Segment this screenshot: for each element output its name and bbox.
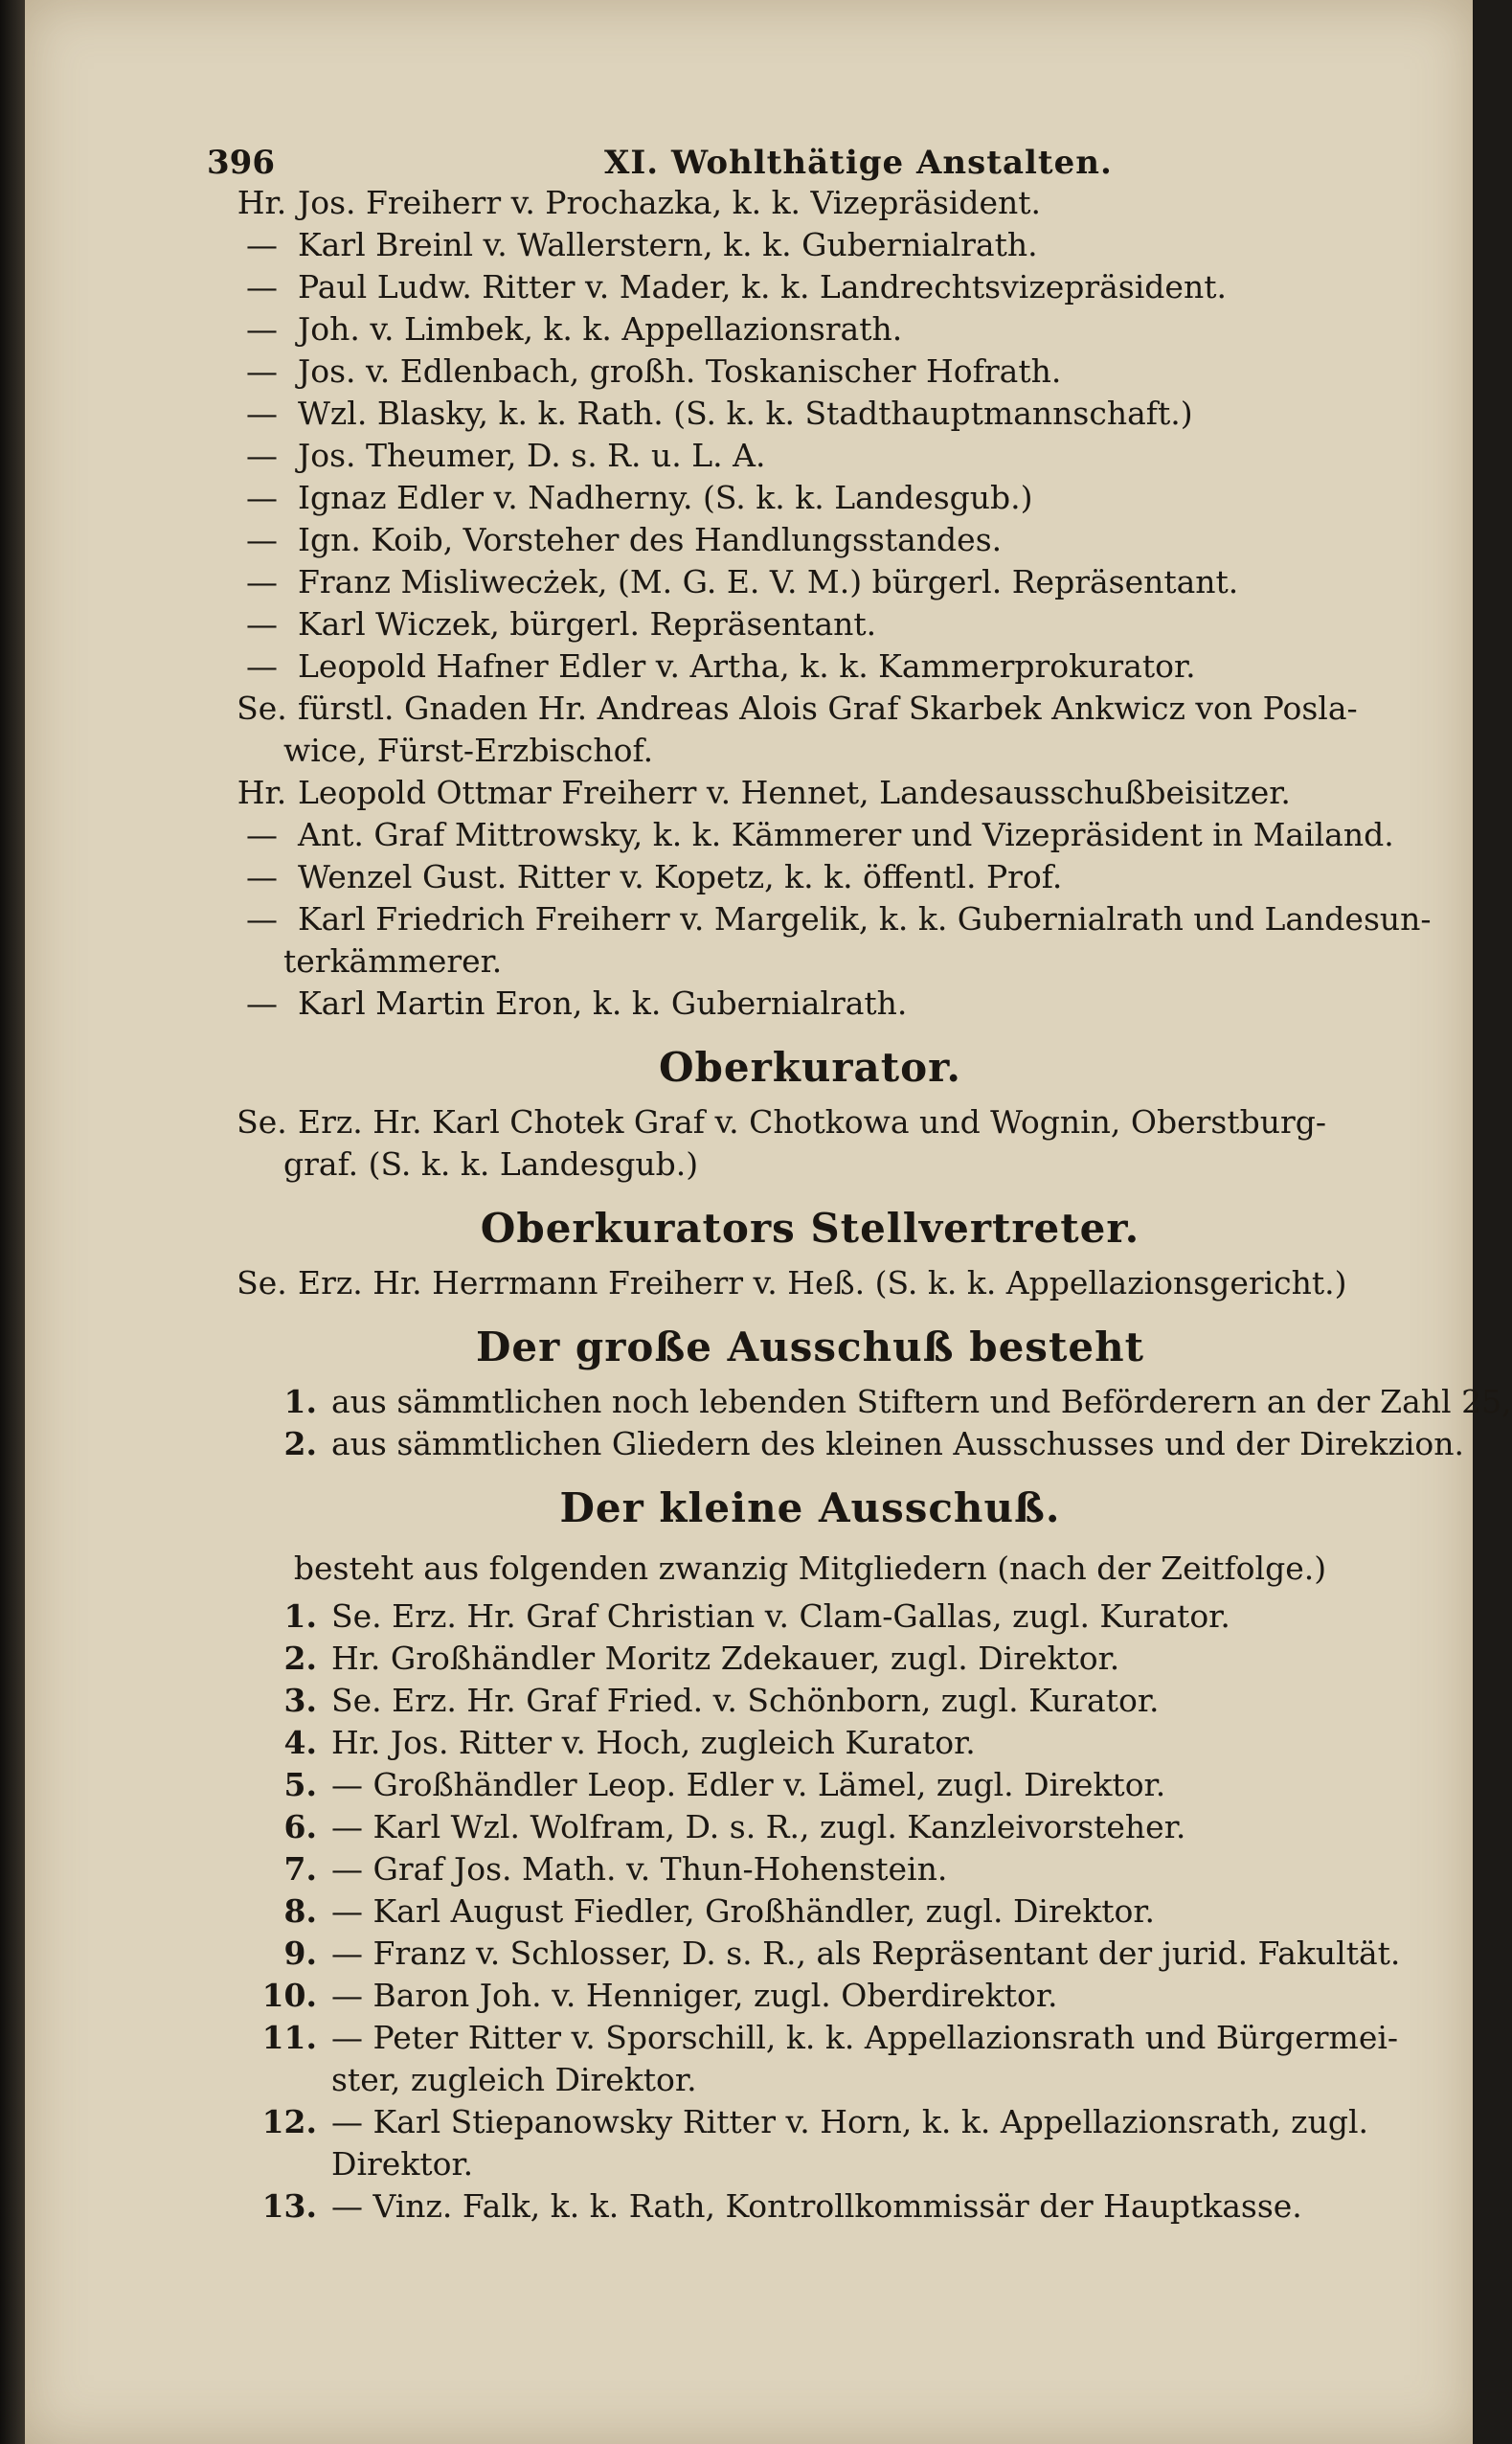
- item-number: 2.: [283, 1640, 317, 1677]
- member-text: Jos. Theumer, D. s. R. u. L. A.: [298, 437, 766, 474]
- member-prefix: —: [246, 647, 278, 685]
- member-entry: [226, 603, 1394, 645]
- member-entry: [226, 519, 1394, 561]
- item-text: — Graf Jos. Math. v. Thun-Hohenstein.: [331, 1850, 948, 1888]
- item-number: 6.: [283, 1808, 317, 1845]
- member-entry: [226, 351, 1394, 393]
- heading-grosse-ausschuss: Der große Ausschuß besteht: [475, 1324, 1145, 1370]
- kleine-ausschuss-item: [226, 1595, 1394, 1638]
- grosse-ausschuss-item: [226, 1423, 1465, 1465]
- member-prefix: Se.: [237, 690, 287, 727]
- member-entry: [226, 688, 1394, 730]
- kleine-ausschuss-item: [226, 1680, 1394, 1722]
- grosse-ausschuss-list: [226, 1381, 1512, 1465]
- item-text: — Vinz. Falk, k. k. Rath, Kontrollkommissär der Hauptkasse.: [331, 2187, 1302, 2225]
- item-number: 2.: [283, 1425, 317, 1462]
- kleine-ausschuss-item: [226, 1890, 1394, 1933]
- heading-stellvertreter: Oberkurators Stellvertreter.: [480, 1205, 1140, 1252]
- member-entry: [226, 772, 1394, 814]
- member-prefix: —: [246, 395, 278, 432]
- kleine-ausschuss-item: [226, 1638, 1394, 1680]
- item-number: 3.: [283, 1682, 317, 1719]
- item-number: 8.: [283, 1892, 317, 1930]
- member-prefix: —: [246, 816, 278, 853]
- item-number: 9.: [283, 1935, 317, 1972]
- member-text: Leopold Hafner Edler v. Artha, k. k. Kammerprokurator.: [298, 647, 1196, 685]
- item-text: Se. Erz. Hr. Graf Fried. v. Schönborn, zugl. Kurator.: [331, 1682, 1160, 1719]
- member-text: Jos. Freiherr v. Prochazka, k. k. Vizepräsident.: [298, 184, 1041, 221]
- item-text: — Peter Ritter v. Sporschill, k. k. Appellazionsrath und Bürgermei-: [331, 2019, 1399, 2056]
- member-prefix: Hr.: [237, 184, 287, 221]
- item-number: 13.: [261, 2187, 317, 2225]
- member-prefix: —: [246, 226, 278, 263]
- grosse-ausschuss-item: [226, 1381, 1512, 1423]
- page-number: 396: [207, 144, 275, 182]
- kleine-ausschuss-item: [226, 2101, 1394, 2143]
- oberkurator-entry-cont: graf. (S. k. k. Landesgub.): [283, 1145, 699, 1183]
- item-number: 4.: [283, 1724, 317, 1761]
- member-prefix: Hr.: [237, 774, 287, 811]
- item-number: 12.: [261, 2103, 317, 2140]
- item-text: Hr. Jos. Ritter v. Hoch, zugleich Kurator.: [331, 1724, 976, 1761]
- book-gutter: [0, 0, 25, 2444]
- member-prefix: —: [246, 310, 278, 348]
- item-text: aus sämmtlichen Gliedern des kleinen Ausschusses und der Direkzion.: [331, 1425, 1465, 1462]
- member-text: Leopold Ottmar Freiherr v. Hennet, Landesausschußbeisitzer.: [298, 774, 1291, 811]
- item-number: 5.: [283, 1766, 317, 1803]
- member-prefix: —: [246, 268, 278, 306]
- item-number: 1.: [283, 1383, 317, 1420]
- member-text: fürstl. Gnaden Hr. Andreas Alois Graf Skarbek Ankwicz von Posla-: [298, 690, 1358, 727]
- item-text: Hr. Großhändler Moritz Zdekauer, zugl. Direktor.: [331, 1640, 1120, 1677]
- member-prefix: —: [246, 437, 278, 474]
- member-text: Wenzel Gust. Ritter v. Kopetz, k. k. öffentl. Prof.: [298, 858, 1063, 895]
- member-entry: [226, 182, 1394, 224]
- item-number: 11.: [261, 2019, 317, 2056]
- member-text: Ant. Graf Mittrowsky, k. k. Kämmerer und Vizepräsident in Mailand.: [298, 816, 1394, 853]
- member-text: Karl Breinl v. Wallerstern, k. k. Gubernialrath.: [298, 226, 1038, 263]
- stellvertreter-entry: Se. Erz. Hr. Herrmann Freiherr v. Heß. (S. k. k. Appellazionsgericht.): [237, 1264, 1347, 1301]
- item-number: 1.: [283, 1597, 317, 1635]
- item-number: 10.: [261, 1977, 317, 2014]
- kleine-ausschuss-item: [226, 1722, 1394, 1764]
- kleine-ausschuss-item: [226, 2185, 1394, 2228]
- member-text: Paul Ludw. Ritter v. Mader, k. k. Landrechtsvizepräsident.: [298, 268, 1227, 306]
- kleine-ausschuss-item: [226, 1975, 1394, 2017]
- member-prefix: —: [246, 984, 278, 1022]
- member-entry: [226, 645, 1394, 688]
- member-prefix: —: [246, 479, 278, 516]
- member-entry: [226, 983, 1394, 1025]
- member-text: Wzl. Blasky, k. k. Rath. (S. k. k. Stadthauptmannschaft.): [298, 395, 1193, 432]
- member-text: Franz Misliwecżek, (M. G. E. V. M.) bürgerl. Repräsentant.: [298, 563, 1239, 600]
- item-text: — Franz v. Schlosser, D. s. R., als Repräsentant der jurid. Fakultät.: [331, 1935, 1401, 1972]
- member-entry-cont: wice, Fürst-Erzbischof.: [283, 732, 654, 769]
- item-text: — Karl Wzl. Wolfram, D. s. R., zugl. Kanzleivorsteher.: [331, 1808, 1186, 1845]
- kleine-ausschuss-item: [226, 1764, 1394, 1806]
- member-text: Ignaz Edler v. Nadherny. (S. k. k. Landesgub.): [298, 479, 1033, 516]
- item-text-cont: ster, zugleich Direktor.: [331, 2061, 697, 2098]
- member-prefix: —: [246, 563, 278, 600]
- running-title: XI. Wohlthätige Anstalten.: [604, 144, 1113, 182]
- item-text: — Karl August Fiedler, Großhändler, zugl. Direktor.: [331, 1892, 1156, 1930]
- kleine-ausschuss-item: [226, 1933, 1401, 1975]
- member-text: Karl Martin Eron, k. k. Gubernialrath.: [298, 984, 908, 1022]
- book-page: [25, 0, 1512, 2444]
- member-entry: [226, 898, 1432, 940]
- member-text: Joh. v. Limbek, k. k. Appellazionsrath.: [298, 310, 903, 348]
- item-text-cont: Direktor.: [331, 2145, 474, 2183]
- member-text: Karl Wiczek, bürgerl. Repräsentant.: [298, 605, 877, 643]
- member-entry: [226, 308, 1394, 351]
- oberkurator-entry: Se. Erz. Hr. Karl Chotek Graf v. Chotkowa und Wognin, Oberstburg-: [237, 1103, 1326, 1141]
- member-text: Jos. v. Edlenbach, großh. Toskanischer Hofrath.: [298, 352, 1062, 390]
- item-text: Se. Erz. Hr. Graf Christian v. Clam-Gallas, zugl. Kurator.: [331, 1597, 1230, 1635]
- member-entry: [226, 477, 1394, 519]
- page-text: [207, 124, 1512, 2228]
- heading-kleine-ausschuss: Der kleine Ausschuß.: [559, 1484, 1061, 1531]
- member-entry: [226, 814, 1394, 856]
- kleine-ausschuss-list: [226, 1595, 1401, 2228]
- item-text: aus sämmtlichen noch lebenden Stiftern und Beförderern an der Zahl 25,: [331, 1383, 1512, 1420]
- item-text: — Großhändler Leop. Edler v. Lämel, zugl. Direktor.: [331, 1766, 1166, 1803]
- member-text: Karl Friedrich Freiherr v. Margelik, k. k. Gubernialrath und Landesun-: [298, 900, 1432, 938]
- member-text: Ign. Koib, Vorsteher des Handlungsstandes.: [298, 521, 1003, 558]
- kleine-ausschuss-item-cont: [226, 2143, 1394, 2185]
- kleine-ausschuss-item: [226, 1806, 1394, 1848]
- member-entry: [226, 393, 1394, 435]
- kleine-ausschuss-item: [226, 1848, 1394, 1890]
- item-text: — Baron Joh. v. Henniger, zugl. Oberdirektor.: [331, 1977, 1058, 2014]
- member-entry: [226, 561, 1394, 603]
- member-prefix: —: [246, 900, 278, 938]
- member-prefix: —: [246, 858, 278, 895]
- member-list: [226, 182, 1432, 1025]
- member-entry: [226, 224, 1394, 266]
- member-prefix: —: [246, 352, 278, 390]
- kleine-ausschuss-item-cont: [226, 2059, 1394, 2101]
- kleine-ausschuss-item: [226, 2017, 1399, 2059]
- heading-oberkurator: Oberkurator.: [658, 1044, 962, 1091]
- member-entry-cont: terkämmerer.: [283, 942, 503, 980]
- member-entry: [226, 856, 1394, 898]
- member-prefix: —: [246, 521, 278, 558]
- item-text: — Karl Stiepanowsky Ritter v. Horn, k. k. Appellazionsrath, zugl.: [331, 2103, 1368, 2140]
- running-header: [207, 124, 1394, 182]
- member-entry: [226, 435, 1394, 477]
- member-entry: [226, 266, 1394, 308]
- member-prefix: —: [246, 605, 278, 643]
- kleine-ausschuss-intro: besteht aus folgenden zwanzig Mitgliedern (nach der Zeitfolge.): [293, 1550, 1327, 1587]
- item-number: 7.: [283, 1850, 317, 1888]
